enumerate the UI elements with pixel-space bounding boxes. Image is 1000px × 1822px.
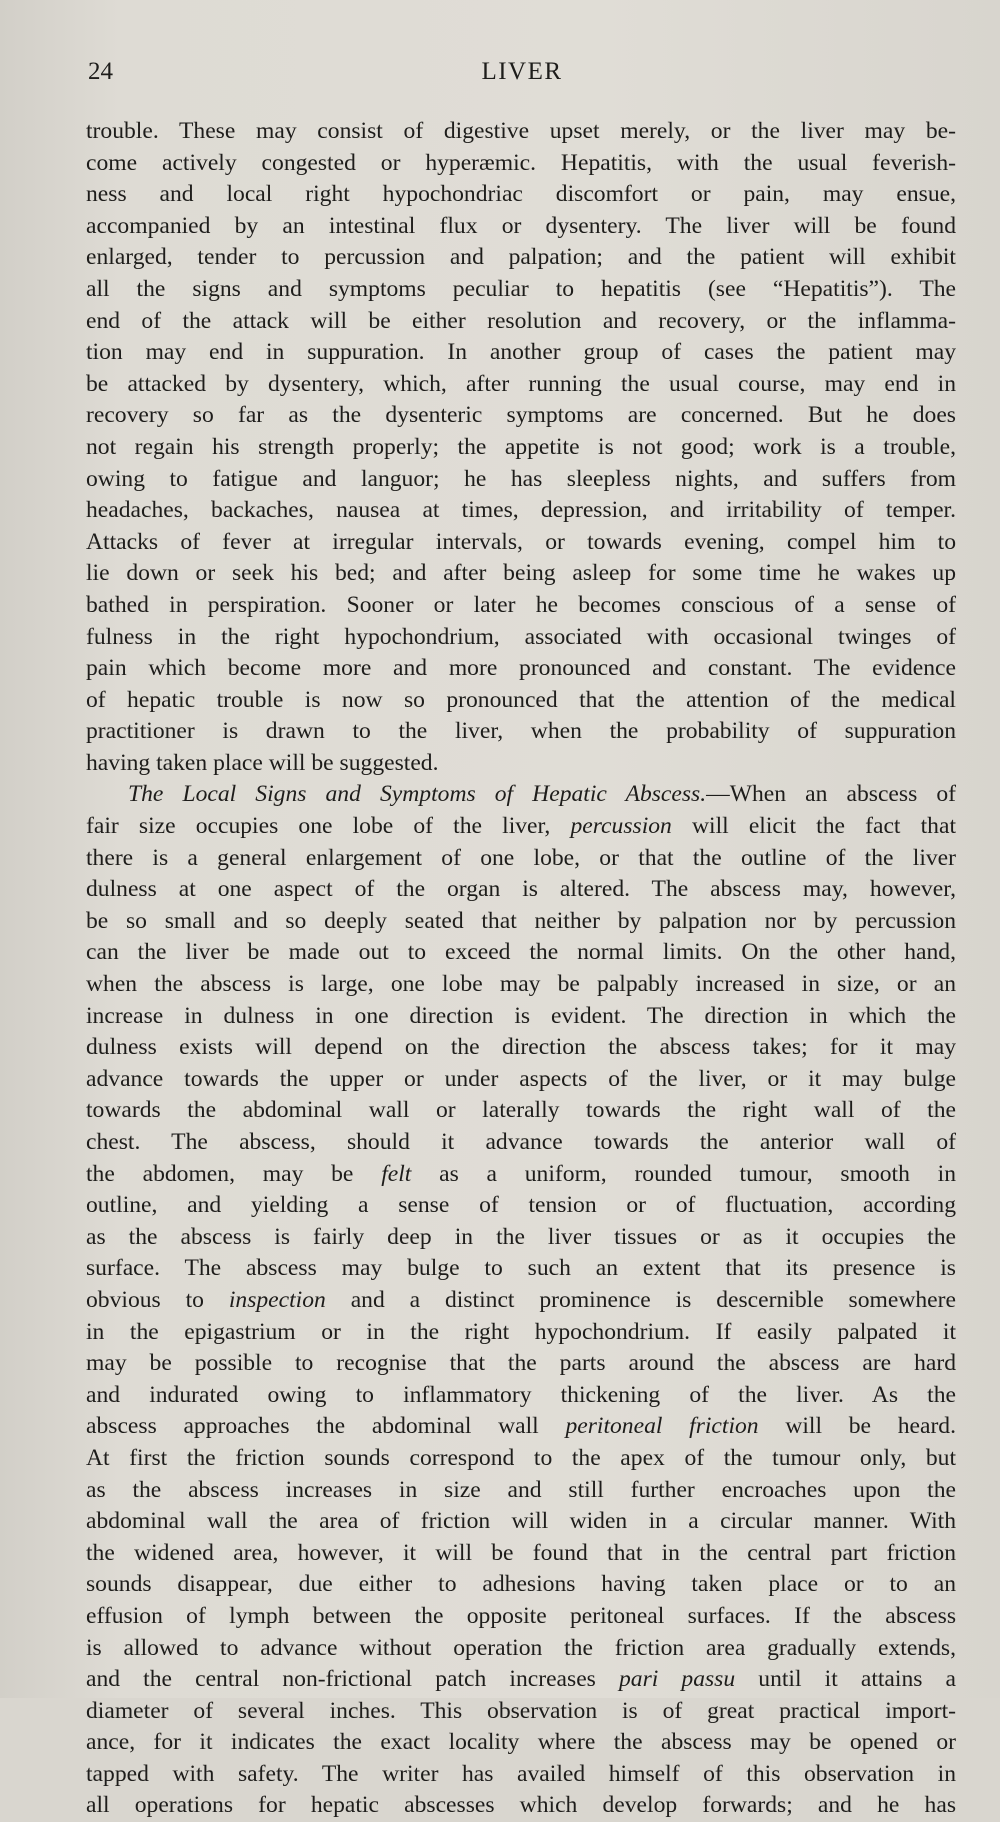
text-segment: tapped with safety. The writer has availed himself of this observation in: [86, 1760, 956, 1787]
running-title: LIVER: [481, 58, 563, 85]
italic-text: peritoneal friction: [565, 1413, 759, 1440]
text-line: [86, 1475, 956, 1507]
text-line: [86, 874, 956, 906]
text-line: [86, 1601, 956, 1633]
text-line: [86, 148, 956, 180]
text-segment: of hepatic trouble is now so pronounced that the attention of the medical: [86, 686, 956, 713]
text-line: [86, 1127, 956, 1159]
text-line: [86, 1411, 956, 1443]
text-line: [86, 1159, 956, 1191]
text-line: [86, 1443, 956, 1475]
text-line: [86, 464, 956, 496]
text-segment: recovery so far as the dysenteric symptoms are concerned. But he does: [86, 402, 956, 429]
text-line: [86, 622, 956, 654]
text-segment: as a uniform, rounded tumour, smooth in: [411, 1160, 957, 1187]
text-line: [86, 716, 956, 748]
text-segment: diameter of several inches. This observation is of great practical import-: [86, 1697, 956, 1724]
body-text: [86, 116, 956, 1822]
text-line: [86, 1317, 956, 1349]
text-line: [86, 906, 956, 938]
text-line: [86, 1380, 956, 1412]
text-line: [86, 116, 956, 148]
text-segment: all operations for hepatic abscesses which develop forwards; and he has: [86, 1792, 956, 1819]
text-segment: as the abscess increases in size and still further encroaches upon the: [86, 1476, 956, 1503]
text-line: [86, 1032, 956, 1064]
text-segment: and indurated owing to inflammatory thickening of the liver. As the: [86, 1381, 956, 1408]
text-segment: —When an abscess of: [706, 781, 957, 808]
text-line: [86, 653, 956, 685]
text-segment: increase in dulness in one direction is evident. The direction in which the: [86, 1002, 956, 1029]
text-segment: trouble. These may consist of digestive upset merely, or the liver may be-: [86, 118, 956, 144]
text-segment: abdominal wall the area of friction will widen in a circular manner. With: [86, 1508, 956, 1535]
text-segment: obvious to: [86, 1286, 229, 1313]
text-segment: in the epigastrium or in the right hypochondrium. If easily palpated it: [86, 1318, 956, 1345]
text-line: [86, 274, 956, 306]
text-segment: towards the abdominal wall or laterally towards the right wall of the: [86, 1097, 956, 1124]
text-line: [86, 843, 956, 875]
text-line: [86, 1633, 956, 1665]
text-line: [86, 1190, 956, 1222]
text-segment: dulness at one aspect of the organ is altered. The abscess may, however,: [86, 876, 956, 903]
text-line: [86, 432, 956, 464]
text-line: [86, 179, 956, 211]
text-segment: owing to fatigue and languor; he has sleepless nights, and suffers from: [86, 465, 956, 492]
italic-text: felt: [381, 1160, 412, 1187]
text-line: [86, 1790, 956, 1822]
text-segment: ance, for it indicates the exact locality where the abscess may be opened or: [86, 1729, 956, 1756]
text-line: [86, 1064, 956, 1096]
text-segment: At first the friction sounds correspond to the apex of the tumour only, but: [86, 1444, 956, 1471]
text-line: [86, 1253, 956, 1285]
text-line: [86, 337, 956, 369]
text-segment: be so small and so deeply seated that neither by palpation nor by percussion: [86, 907, 956, 934]
text-segment: pain which become more and more pronounced and constant. The evidence: [86, 655, 956, 682]
text-line: [86, 1506, 956, 1538]
text-line: [86, 1001, 956, 1033]
text-segment: is allowed to advance without operation the friction area gradually extends,: [86, 1634, 956, 1661]
text-segment: the abdomen, may be: [86, 1160, 382, 1187]
text-line: [86, 369, 956, 401]
text-line: [86, 1696, 956, 1728]
text-line: [86, 1095, 956, 1127]
text-line: [86, 779, 956, 811]
text-segment: ness and local right hypochondriac discomfort or pain, may ensue,: [86, 181, 956, 208]
text-segment: fair size occupies one lobe of the liver,: [86, 813, 571, 840]
text-segment: fulness in the right hypochondrium, associated with occasional twinges of: [86, 623, 956, 650]
page-header: [88, 58, 956, 94]
text-line: [86, 495, 956, 527]
text-segment: as the abscess is fairly deep in the liver tissues or as it occupies the: [86, 1223, 956, 1250]
text-segment: can the liver be made out to exceed the normal limits. On the other hand,: [86, 939, 956, 966]
text-line: [86, 811, 956, 843]
text-segment: advance towards the upper or under aspects of the liver, or it may bulge: [86, 1065, 956, 1092]
text-segment: dulness exists will depend on the direction the abscess takes; for it may: [86, 1034, 956, 1061]
italic-text: inspection: [228, 1286, 326, 1313]
text-segment: all the signs and symptoms peculiar to hepatitis (see “Hepatitis”). The: [86, 275, 956, 302]
italic-text: pari passu: [618, 1666, 736, 1693]
text-line: [86, 558, 956, 590]
text-segment: be attacked by dysentery, which, after running the usual course, may end in: [86, 370, 956, 397]
text-line: [86, 937, 956, 969]
text-segment: accompanied by an intestinal flux or dysentery. The liver will be found: [86, 212, 956, 239]
text-segment: there is a general enlargement of one lobe, or that the outline of the liver: [86, 844, 956, 871]
text-segment: and the central non-frictional patch increases: [86, 1666, 619, 1693]
text-segment: will be heard.: [758, 1413, 956, 1440]
text-line: [86, 685, 956, 717]
text-line: [86, 1759, 956, 1791]
text-line: [86, 1569, 956, 1601]
text-segment: end of the attack will be either resolution and recovery, or the inflamma-: [86, 307, 956, 334]
text-segment: enlarged, tender to percussion and palpation; and the patient will exhibit: [86, 244, 956, 271]
text-line: [86, 1664, 956, 1696]
text-segment: until it attains a: [735, 1666, 957, 1693]
text-segment: practitioner is drawn to the liver, when the probability of suppuration: [86, 718, 956, 745]
text-line: [86, 306, 956, 338]
text-line: [86, 400, 956, 432]
text-segment: lie down or seek his bed; and after being asleep for some time he wakes up: [86, 560, 956, 587]
text-line: [86, 1348, 956, 1380]
text-segment: sounds disappear, due either to adhesions having taken place or to an: [86, 1571, 956, 1598]
text-segment: and a distinct prominence is descernible somewhere: [325, 1286, 956, 1313]
text-line: [86, 527, 956, 559]
italic-text: percussion: [570, 813, 672, 840]
text-segment: not regain his strength properly; the appetite is not good; work is a trouble,: [86, 433, 956, 460]
text-segment: come actively congested or hyperæmic. Hepatitis, with the usual feverish-: [86, 149, 956, 176]
text-segment: having taken place will be suggested.: [86, 749, 439, 776]
text-line: [86, 1222, 956, 1254]
text-segment: outline, and yielding a sense of tension or of fluctuation, according: [86, 1192, 956, 1219]
text-line: [86, 1538, 956, 1570]
text-line: [86, 748, 956, 780]
text-segment: will elicit the fact that: [671, 813, 956, 840]
text-segment: the widened area, however, it will be found that in the central part friction: [86, 1539, 956, 1566]
text-segment: tion may end in suppuration. In another group of cases the patient may: [86, 339, 956, 366]
text-line: [86, 211, 956, 243]
text-segment: surface. The abscess may bulge to such an extent that its presence is: [86, 1255, 956, 1282]
page-number: 24: [88, 58, 113, 85]
text-segment: Attacks of fever at irregular intervals, or towards evening, compel him to: [86, 528, 956, 555]
text-line: [86, 1285, 956, 1317]
text-segment: when the abscess is large, one lobe may be palpably increased in size, or an: [86, 971, 956, 998]
text-segment: bathed in perspiration. Sooner or later he becomes conscious of a sense of: [86, 591, 956, 618]
text-segment: headaches, backaches, nausea at times, depression, and irritability of temper.: [86, 497, 956, 524]
text-line: [86, 242, 956, 274]
text-line: [86, 969, 956, 1001]
text-segment: may be possible to recognise that the parts around the abscess are hard: [86, 1350, 956, 1377]
italic-text: The Local Signs and Symptoms of Hepatic Abscess.: [128, 781, 707, 808]
text-segment: abscess approaches the abdominal wall: [86, 1413, 566, 1440]
text-line: [86, 1727, 956, 1759]
text-segment: chest. The abscess, should it advance towards the anterior wall of: [86, 1129, 956, 1155]
text-line: [86, 590, 956, 622]
text-segment: effusion of lymph between the opposite peritoneal surfaces. If the abscess: [86, 1602, 956, 1629]
